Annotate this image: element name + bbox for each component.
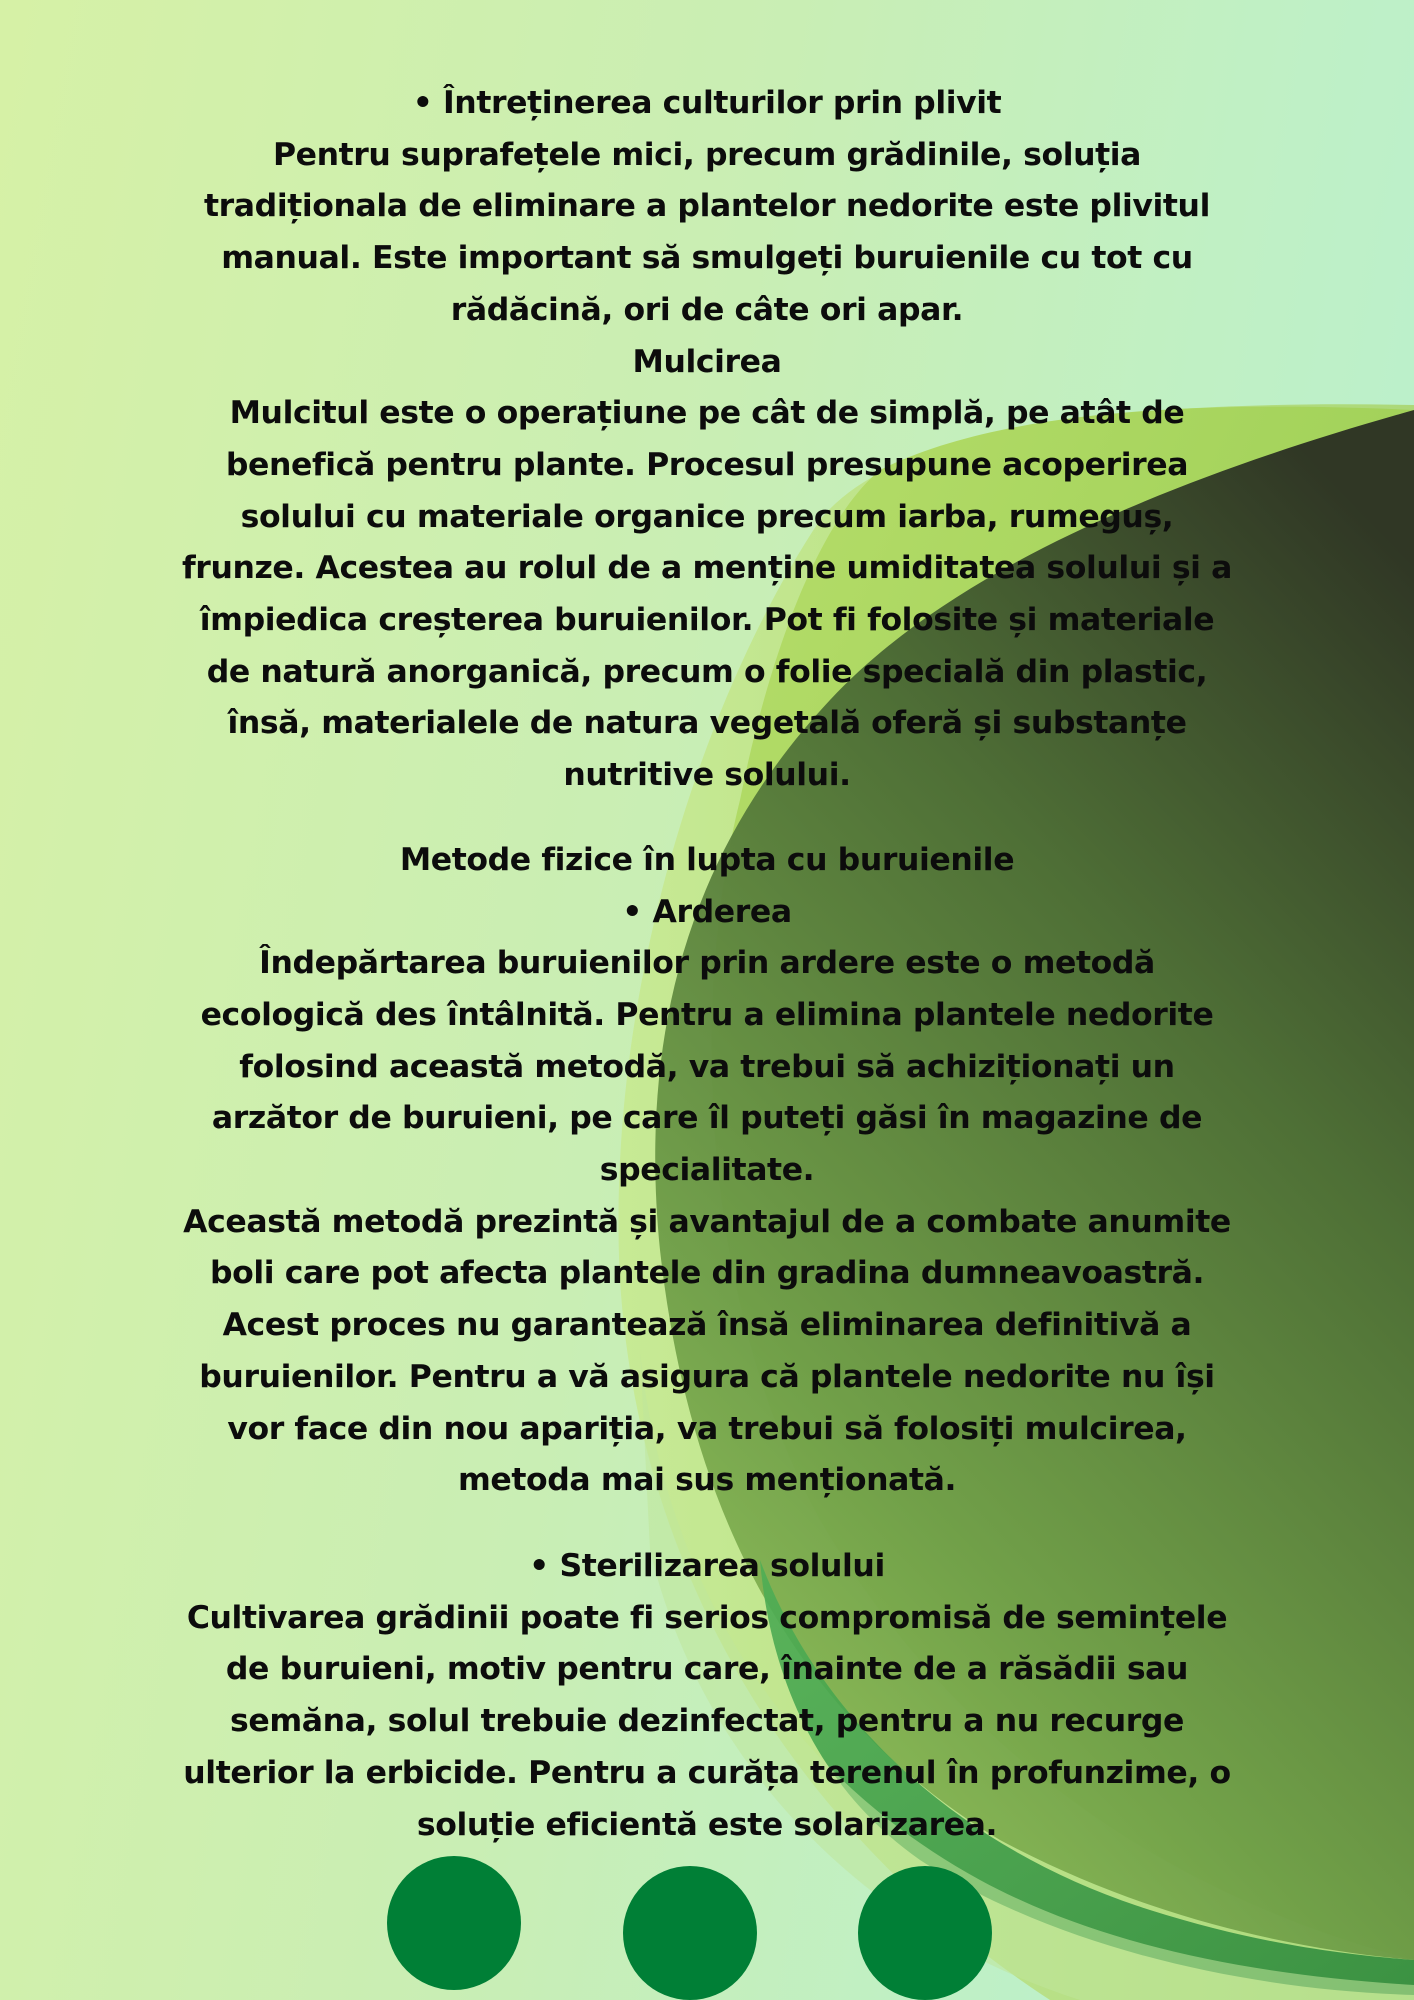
paragraph-line: Îndepărtarea buruienilor prin ardere este o metodă bbox=[259, 945, 1155, 982]
paragraph-line: rădăcină, ori de câte ori apar. bbox=[450, 291, 964, 328]
paragraph-line: de buruieni, motiv pentru care, înainte de a răsădii sau bbox=[225, 1651, 1189, 1688]
paragraph-line: semăna, solul trebuie dezinfectat, pentru a nu recurge bbox=[230, 1703, 1184, 1740]
paragraph-line: folosind această metodă, va trebui să achiziționați un bbox=[239, 1048, 1175, 1085]
paragraph-line: soluție eficientă este solarizarea. bbox=[416, 1806, 998, 1843]
paragraph-line: împiedica creșterea buruienilor. Pot fi folosite și materiale bbox=[199, 602, 1215, 639]
paragraph-line: Această metodă prezintă și avantajul de a combate anumite bbox=[183, 1203, 1231, 1240]
paragraph-line: arzător de buruieni, pe care îl puteți găsi în magazine de bbox=[211, 1100, 1203, 1137]
decorative-circle-left bbox=[387, 1856, 521, 1990]
decorative-circle-right bbox=[858, 1866, 992, 2000]
spacer bbox=[100, 802, 1314, 835]
paragraph-line: manual. Este important să smulgeți buruienile cu tot cu bbox=[221, 240, 1193, 277]
paragraph-line: solului cu materiale organice precum iarba, rumeguș, bbox=[240, 498, 1174, 535]
decorative-circle-middle bbox=[623, 1866, 757, 2000]
paragraph-line: ulterior la erbicide. Pentru a curăța terenul în profunzime, o bbox=[183, 1754, 1231, 1791]
spacer bbox=[100, 1507, 1314, 1541]
paragraph-line: Acest proces nu garantează însă eliminarea definitivă a bbox=[222, 1307, 1192, 1344]
paragraph-line: tradiționala de eliminare a plantelor nedorite este plivitul bbox=[204, 188, 1210, 225]
paragraph-line: nutritive solului. bbox=[563, 757, 851, 794]
paragraph-line: benefică pentru plante. Procesul presupune acoperirea bbox=[225, 446, 1189, 483]
paragraph-line: metoda mai sus menționată. bbox=[457, 1462, 957, 1499]
section-subheading-arderea: • Arderea bbox=[622, 893, 792, 930]
paragraph-line: Cultivarea grădinii poate fi serios compromisă de semințele bbox=[186, 1599, 1228, 1636]
paragraph-line: Mulcitul este o operațiune pe cât de simplă, pe atât de bbox=[229, 395, 1185, 432]
paragraph-line: de natură anorganică, precum o folie specială din plastic, bbox=[206, 653, 1208, 690]
paragraph-line: vor face din nou apariția, va trebui să folosiți mulcirea, bbox=[227, 1410, 1187, 1447]
paragraph-line: boli care pot afecta plantele din gradina dumneavoastră. bbox=[209, 1255, 1205, 1292]
paragraph-line: specialitate. bbox=[599, 1152, 815, 1189]
paragraph-line: frunze. Acestea au rolul de a menține umiditatea solului și a bbox=[182, 550, 1232, 587]
paragraph-line: ecologică des întâlnită. Pentru a elimina plantele nedorite bbox=[200, 996, 1214, 1033]
paragraph-line: buruienilor. Pentru a vă asigura că plantele nedorite nu își bbox=[199, 1358, 1215, 1395]
paragraph-line: însă, materialele de natura vegetală oferă și substanțe bbox=[227, 705, 1187, 742]
article-body bbox=[100, 78, 1314, 1851]
section-heading-sterilizare: • Sterilizarea solului bbox=[529, 1547, 885, 1584]
section-heading-metode-fizice: Metode fizice în lupta cu buruienile bbox=[399, 841, 1015, 878]
paragraph-line: Pentru suprafețele mici, precum grădinile, soluția bbox=[272, 136, 1142, 173]
section-heading-mulcire: Mulcirea bbox=[632, 343, 782, 380]
section-heading-plivit: • Întreținerea culturilor prin plivit bbox=[412, 85, 1002, 121]
